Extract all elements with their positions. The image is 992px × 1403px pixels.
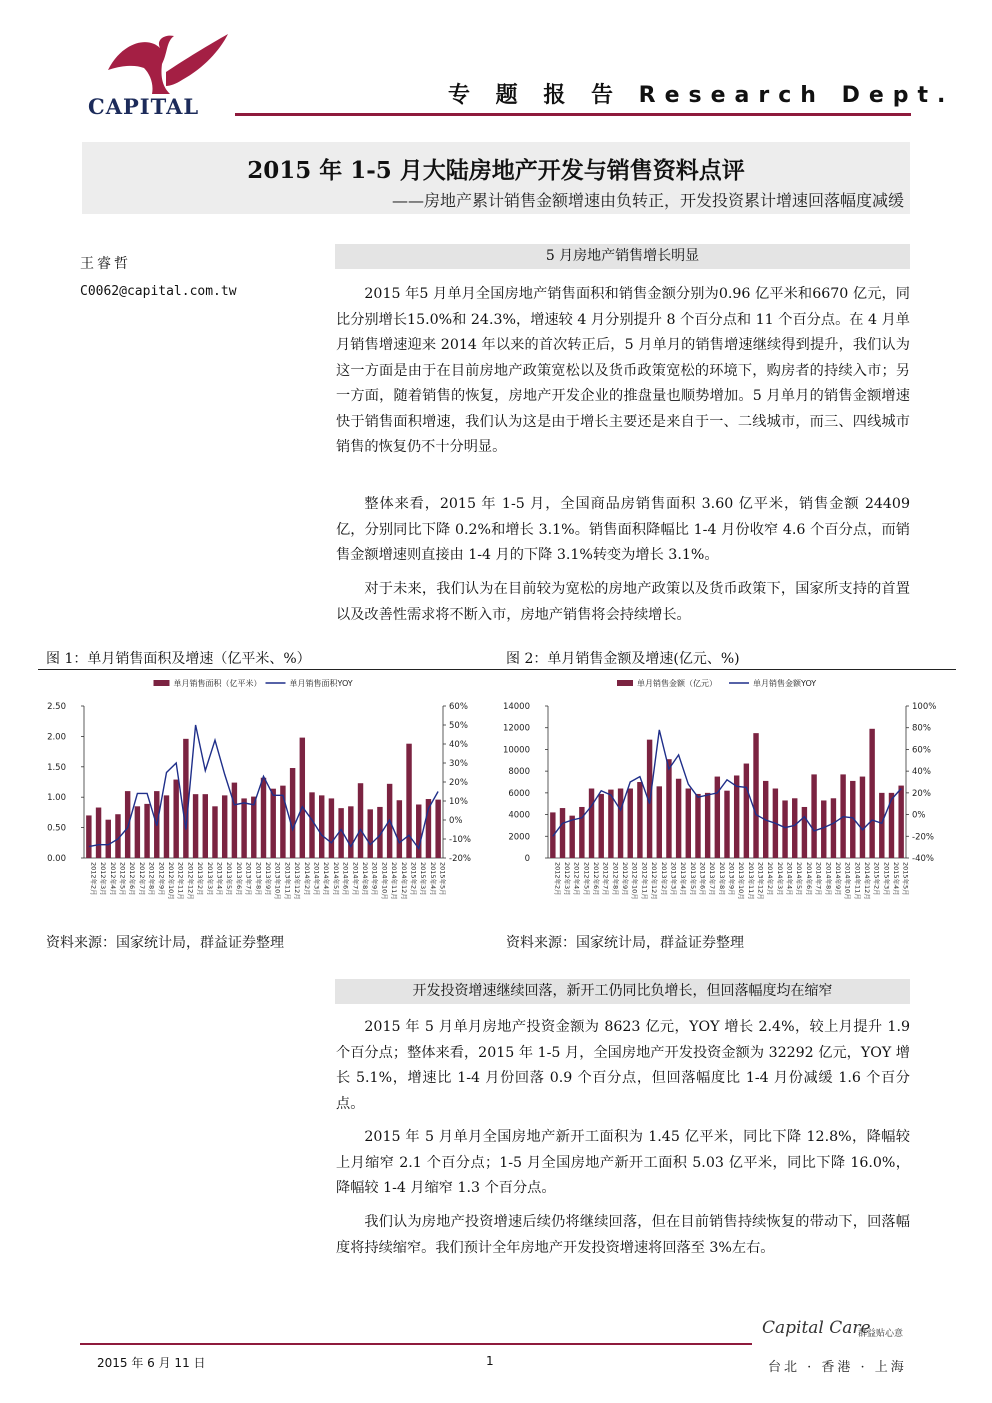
x-tick-label: 2012年8月 <box>147 862 156 896</box>
y2-tick-label: 30% <box>449 759 468 769</box>
x-tick-label: 2013年8月 <box>717 862 726 896</box>
paragraph: 2015 年 5 月单月全国房地产新开工面积为 1.45 亿平米，同比下降 12.8%，降幅较上月缩窄 2.1 个百分点；1-5 月全国房地产新开工面积 5.03 亿平米，同比下降 16.0%，降幅较 1-4 月缩窄 1.3 个百分点。 <box>336 1129 910 1196</box>
x-tick-label: 2014年12月 <box>862 862 871 900</box>
bar <box>618 789 623 858</box>
y2-tick-label: 60% <box>449 702 468 712</box>
bar <box>397 800 402 858</box>
x-tick-label: 2014年10月 <box>843 862 852 900</box>
y2-tick-label: -10% <box>449 835 471 845</box>
bar <box>637 782 642 858</box>
x-tick-label: 2013年6月 <box>234 862 243 896</box>
x-tick-label: 2012年4月 <box>108 862 117 896</box>
x-tick-label: 2012年12月 <box>650 862 659 900</box>
x-tick-label: 2014年2月 <box>302 862 311 896</box>
x-tick-label: 2012年5月 <box>118 862 127 896</box>
x-tick-label: 2014年3月 <box>312 862 321 896</box>
x-tick-label: 2012年3月 <box>563 862 572 896</box>
y2-tick-label: 60% <box>912 745 931 756</box>
chart-sales-amount <box>500 672 952 930</box>
x-tick-label: 2012年8月 <box>611 862 620 896</box>
figure-caption-2: 图 2：单月销售金额及增速(亿元、%) <box>506 651 740 667</box>
bar <box>753 733 758 858</box>
x-tick-label: 2012年6月 <box>592 862 601 896</box>
y-tick-label: 14000 <box>502 702 530 712</box>
chart-sales-area <box>40 672 485 930</box>
bar <box>416 804 421 858</box>
bar <box>358 783 363 858</box>
legend-label-line: 单月销售面积YOY <box>289 679 353 688</box>
bar <box>329 798 334 858</box>
bar <box>695 794 700 858</box>
legend-swatch-bar <box>617 680 633 686</box>
x-tick-label: 2014年11月 <box>853 862 862 900</box>
x-tick-label: 2014年7月 <box>351 862 360 896</box>
x-tick-label: 2013年9月 <box>727 862 736 896</box>
bar <box>666 759 671 858</box>
bar <box>106 820 111 858</box>
x-tick-label: 2013年7月 <box>244 862 253 896</box>
y-tick-label: 0.50 <box>47 823 66 834</box>
y2-tick-label: -20% <box>449 854 471 864</box>
y2-tick-label: 20% <box>449 778 468 788</box>
y2-tick-label: 10% <box>449 797 468 807</box>
bar <box>261 778 266 858</box>
bar <box>715 777 720 858</box>
x-tick-label: 2012年12月 <box>186 862 195 900</box>
bar <box>368 809 373 858</box>
x-tick-label: 2014年4月 <box>322 862 331 896</box>
x-tick-label: 2014年11月 <box>390 862 399 900</box>
bar <box>599 794 604 858</box>
bar <box>782 800 787 858</box>
x-tick-label: 2012年4月 <box>572 862 581 896</box>
bar <box>657 786 662 858</box>
logo <box>104 30 234 96</box>
bar <box>860 777 865 858</box>
bar <box>290 768 295 858</box>
x-tick-label: 2012年9月 <box>157 862 166 896</box>
bar <box>734 775 739 858</box>
bar <box>222 795 227 858</box>
x-tick-label: 2013年10月 <box>737 862 746 900</box>
x-tick-label: 2014年12月 <box>399 862 408 900</box>
x-tick-label: 2012年10月 <box>166 862 175 900</box>
bar <box>348 806 353 858</box>
x-tick-label: 2012年2月 <box>553 862 562 896</box>
x-tick-label: 2014年2月 <box>766 862 775 896</box>
bar <box>173 780 178 858</box>
y2-tick-label: 40% <box>449 740 468 750</box>
x-tick-label: 2014年10月 <box>380 862 389 900</box>
author-name: 王睿哲 <box>80 256 131 272</box>
y-tick-label: 6000 <box>508 788 530 799</box>
x-tick-label: 2013年12月 <box>293 862 302 900</box>
section-heading-investment: 开发投资增速继续回落，新开工仍同比负增长，但回落幅度均在缩窄 <box>335 979 910 1004</box>
x-tick-label: 2015年2月 <box>872 862 881 896</box>
footer-cities: 台北 · 香港 · 上海 <box>768 1360 907 1375</box>
y-tick-label: 10000 <box>502 745 530 756</box>
x-tick-label: 2013年2月 <box>659 862 668 896</box>
x-tick-label: 2012年10月 <box>630 862 639 900</box>
report-subtitle: ——房地产累计销售金额增速由负转正，开发投资累计增速回落幅度减缓 <box>391 191 904 210</box>
legend-label-line: 单月销售金额YOY <box>753 679 817 688</box>
x-tick-label: 2013年11月 <box>283 862 292 900</box>
y-tick-label: 0 <box>524 854 530 864</box>
x-tick-label: 2013年7月 <box>708 862 717 896</box>
y2-tick-label: 20% <box>912 788 931 799</box>
header-label: 专 题 报 告 Research Dept. <box>448 83 955 108</box>
y2-tick-label: -20% <box>912 832 934 843</box>
paragraph: 对于未来，我们认为在目前较为宽松的房地产政策以及货币政策下，国家所支持的首置以及改善性需求将不断入市，房地产销售将会持续增长。 <box>336 581 910 623</box>
bar <box>86 815 91 858</box>
y-tick-label: 1.50 <box>47 762 66 773</box>
y-tick-label: 1.00 <box>47 793 66 804</box>
figure-caption-1: 图 1：单月销售面积及增速（亿平米、%） <box>46 651 311 667</box>
bar <box>125 791 130 858</box>
figure-divider <box>38 669 956 670</box>
x-tick-label: 2012年6月 <box>128 862 137 896</box>
x-tick-label: 2013年6月 <box>698 862 707 896</box>
legend-label-bar: 单月销售面积（亿平米） <box>173 679 262 688</box>
bar <box>164 795 169 858</box>
paragraph: 2015 年 5 月单月房地产投资金额为 8623 亿元，YOY 增长 2.4%，较上月提升 1.9 个百分点；整体来看，2015 年 1-5 月，全国房地产开发投资金额为 32292 亿元，YOY 增长 5.1%，增速比 1-4 月份回落 0.9 个百分点，但回落幅度比 1-4 月份减缓 1.6 个百分点。 <box>336 1019 910 1112</box>
y-tick-label: 12000 <box>502 723 530 734</box>
bar <box>270 789 275 858</box>
bar <box>232 783 237 858</box>
paragraph: 整体来看，2015 年 1-5 月，全国商品房销售面积 3.60 亿平米，销售金额 24409 亿，分别同比下降 0.2%和增长 3.1%。销售面积降幅比 1-4 月份收窄 4.6 个百分点，而销售金额增速则直接由 1-4 月的下降 3.1%转变为增长 3.1%。 <box>336 496 910 563</box>
bar <box>898 786 903 858</box>
bar <box>724 791 729 858</box>
y-tick-label: 4000 <box>508 810 530 821</box>
footer-date: 2015 年 6 月 11 日 <box>97 1356 206 1370</box>
x-tick-label: 2015年2月 <box>409 862 418 896</box>
y2-tick-label: 0% <box>449 816 463 826</box>
x-tick-label: 2014年9月 <box>370 862 379 896</box>
x-tick-label: 2013年3月 <box>669 862 678 896</box>
bar <box>569 816 574 858</box>
bar <box>811 774 816 858</box>
x-tick-label: 2014年8月 <box>361 862 370 896</box>
x-tick-label: 2013年8月 <box>254 862 263 896</box>
bar <box>879 793 884 858</box>
x-tick-label: 2013年12月 <box>756 862 765 900</box>
bar <box>744 764 749 858</box>
bar <box>406 744 411 858</box>
x-tick-label: 2013年9月 <box>264 862 272 896</box>
x-tick-label: 2015年5月 <box>901 862 910 896</box>
bar <box>96 808 101 858</box>
legend-swatch-bar <box>154 680 170 686</box>
x-tick-label: 2013年2月 <box>196 862 205 896</box>
x-tick-label: 2012年2月 <box>89 862 98 896</box>
x-tick-label: 2012年7月 <box>601 862 610 896</box>
page-number: 1 <box>486 1354 494 1368</box>
x-tick-label: 2013年11月 <box>746 862 755 900</box>
title-box <box>82 142 910 214</box>
x-tick-label: 2014年4月 <box>785 862 794 896</box>
bar <box>300 738 305 858</box>
bar <box>319 795 324 858</box>
x-tick-label: 2015年4月 <box>428 862 437 896</box>
eagle-logo-icon <box>104 30 234 96</box>
report-title: 2015 年 1-5 月大陆房地产开发与销售资料点评 <box>247 157 745 184</box>
bar <box>869 729 874 858</box>
figure-source-2: 资料来源：国家统计局，群益证券整理 <box>506 935 744 951</box>
bar <box>251 797 256 858</box>
bar <box>435 800 440 858</box>
y2-tick-label: 100% <box>912 702 937 712</box>
bar <box>831 798 836 858</box>
paragraph: 2015 年5 月单月全国房地产销售面积和销售金额分别为0.96 亿平米和6670 亿元，同比分别增长15.0%和 24.3%，增速较 4 月分别提升 8 个百分点和 11 个百分点。在 4 月单月销售增速迎来 2014 年以来的首次转正后，5 月单月的销售增速继续得到提升，我们认为这一方面是由于在目前房地产政策宽松以及货币政策宽松的环境下，购房者的持续入市；另一方面，随着销售的恢复，房地产开发企业的推盘量也顺势增加。5 月单月的销售金额增速快于销售面积增速，我们认为这是由于增长主要还是来自于一、二线城市，而三、四线城市销售的恢复仍不十分明显。 <box>336 286 910 455</box>
bar <box>608 790 613 858</box>
x-tick-label: 2015年5月 <box>438 862 447 896</box>
bar <box>686 789 691 858</box>
bar <box>705 793 710 858</box>
bar <box>676 779 681 858</box>
y-tick-label: 2000 <box>508 832 530 843</box>
x-tick-label: 2014年9月 <box>833 862 842 896</box>
bar <box>802 807 807 858</box>
x-tick-label: 2014年5月 <box>331 862 340 896</box>
footer-brand-cn: 群益贴心意 <box>858 1329 904 1339</box>
x-tick-label: 2013年5月 <box>225 862 234 896</box>
x-tick-label: 2013年10月 <box>273 862 282 900</box>
bar <box>241 798 246 858</box>
x-tick-label: 2014年7月 <box>814 862 823 896</box>
x-tick-label: 2013年5月 <box>688 862 697 896</box>
x-tick-label: 2014年8月 <box>824 862 833 896</box>
bar <box>183 739 188 858</box>
bar <box>309 792 314 858</box>
x-tick-label: 2014年5月 <box>795 862 804 896</box>
y2-tick-label: 0% <box>912 810 926 821</box>
footer-brand: Capital Care <box>762 1318 871 1338</box>
bar <box>193 794 198 858</box>
bar <box>560 808 565 858</box>
x-tick-label: 2014年6月 <box>341 862 350 896</box>
x-tick-label: 2012年9月 <box>621 862 630 896</box>
y2-tick-label: -40% <box>912 854 934 864</box>
header-divider <box>235 113 911 116</box>
y-tick-label: 2.50 <box>47 702 66 712</box>
legend-label-bar: 单月销售金额（亿元） <box>637 679 717 688</box>
x-tick-label: 2014年6月 <box>804 862 813 896</box>
bar <box>792 798 797 858</box>
bar <box>203 794 208 858</box>
footer-divider <box>80 1343 752 1345</box>
x-tick-label: 2013年4月 <box>215 862 224 896</box>
bar <box>821 800 826 858</box>
author-email: C0062@capital.com.tw <box>80 284 237 299</box>
x-tick-label: 2015年3月 <box>882 862 891 896</box>
y-tick-label: 8000 <box>508 767 530 778</box>
bar <box>628 789 633 858</box>
bar <box>212 806 217 858</box>
x-tick-label: 2015年3月 <box>419 862 428 896</box>
x-tick-label: 2013年4月 <box>679 862 688 896</box>
y2-tick-label: 80% <box>912 723 931 734</box>
x-tick-label: 2012年7月 <box>137 862 146 896</box>
logo-text: CAPITAL <box>88 94 200 119</box>
bar <box>135 806 140 858</box>
x-tick-label: 2013年3月 <box>205 862 214 896</box>
x-tick-label: 2012年5月 <box>582 862 591 896</box>
paragraph: 我们认为房地产投资增速后续仍将继续回落，但在目前销售持续恢复的带动下，回落幅度将持续缩窄。我们预计全年房地产开发投资增速将回落至 3%左右。 <box>336 1214 910 1256</box>
bar <box>589 789 594 858</box>
y2-tick-label: 40% <box>912 767 931 778</box>
x-tick-label: 2015年4月 <box>891 862 900 896</box>
bar <box>144 804 149 858</box>
y-tick-label: 0.00 <box>47 854 66 864</box>
y-tick-label: 2.00 <box>47 732 66 743</box>
section-heading-sales: 5 月房地产销售增长明显 <box>335 244 910 269</box>
x-tick-label: 2012年3月 <box>99 862 108 896</box>
x-tick-label: 2012年11月 <box>176 862 185 900</box>
x-tick-label: 2012年11月 <box>640 862 649 900</box>
x-tick-label: 2014年3月 <box>775 862 784 896</box>
y2-tick-label: 50% <box>449 721 468 731</box>
figure-source-1: 资料来源：国家统计局，群益证券整理 <box>46 935 284 951</box>
